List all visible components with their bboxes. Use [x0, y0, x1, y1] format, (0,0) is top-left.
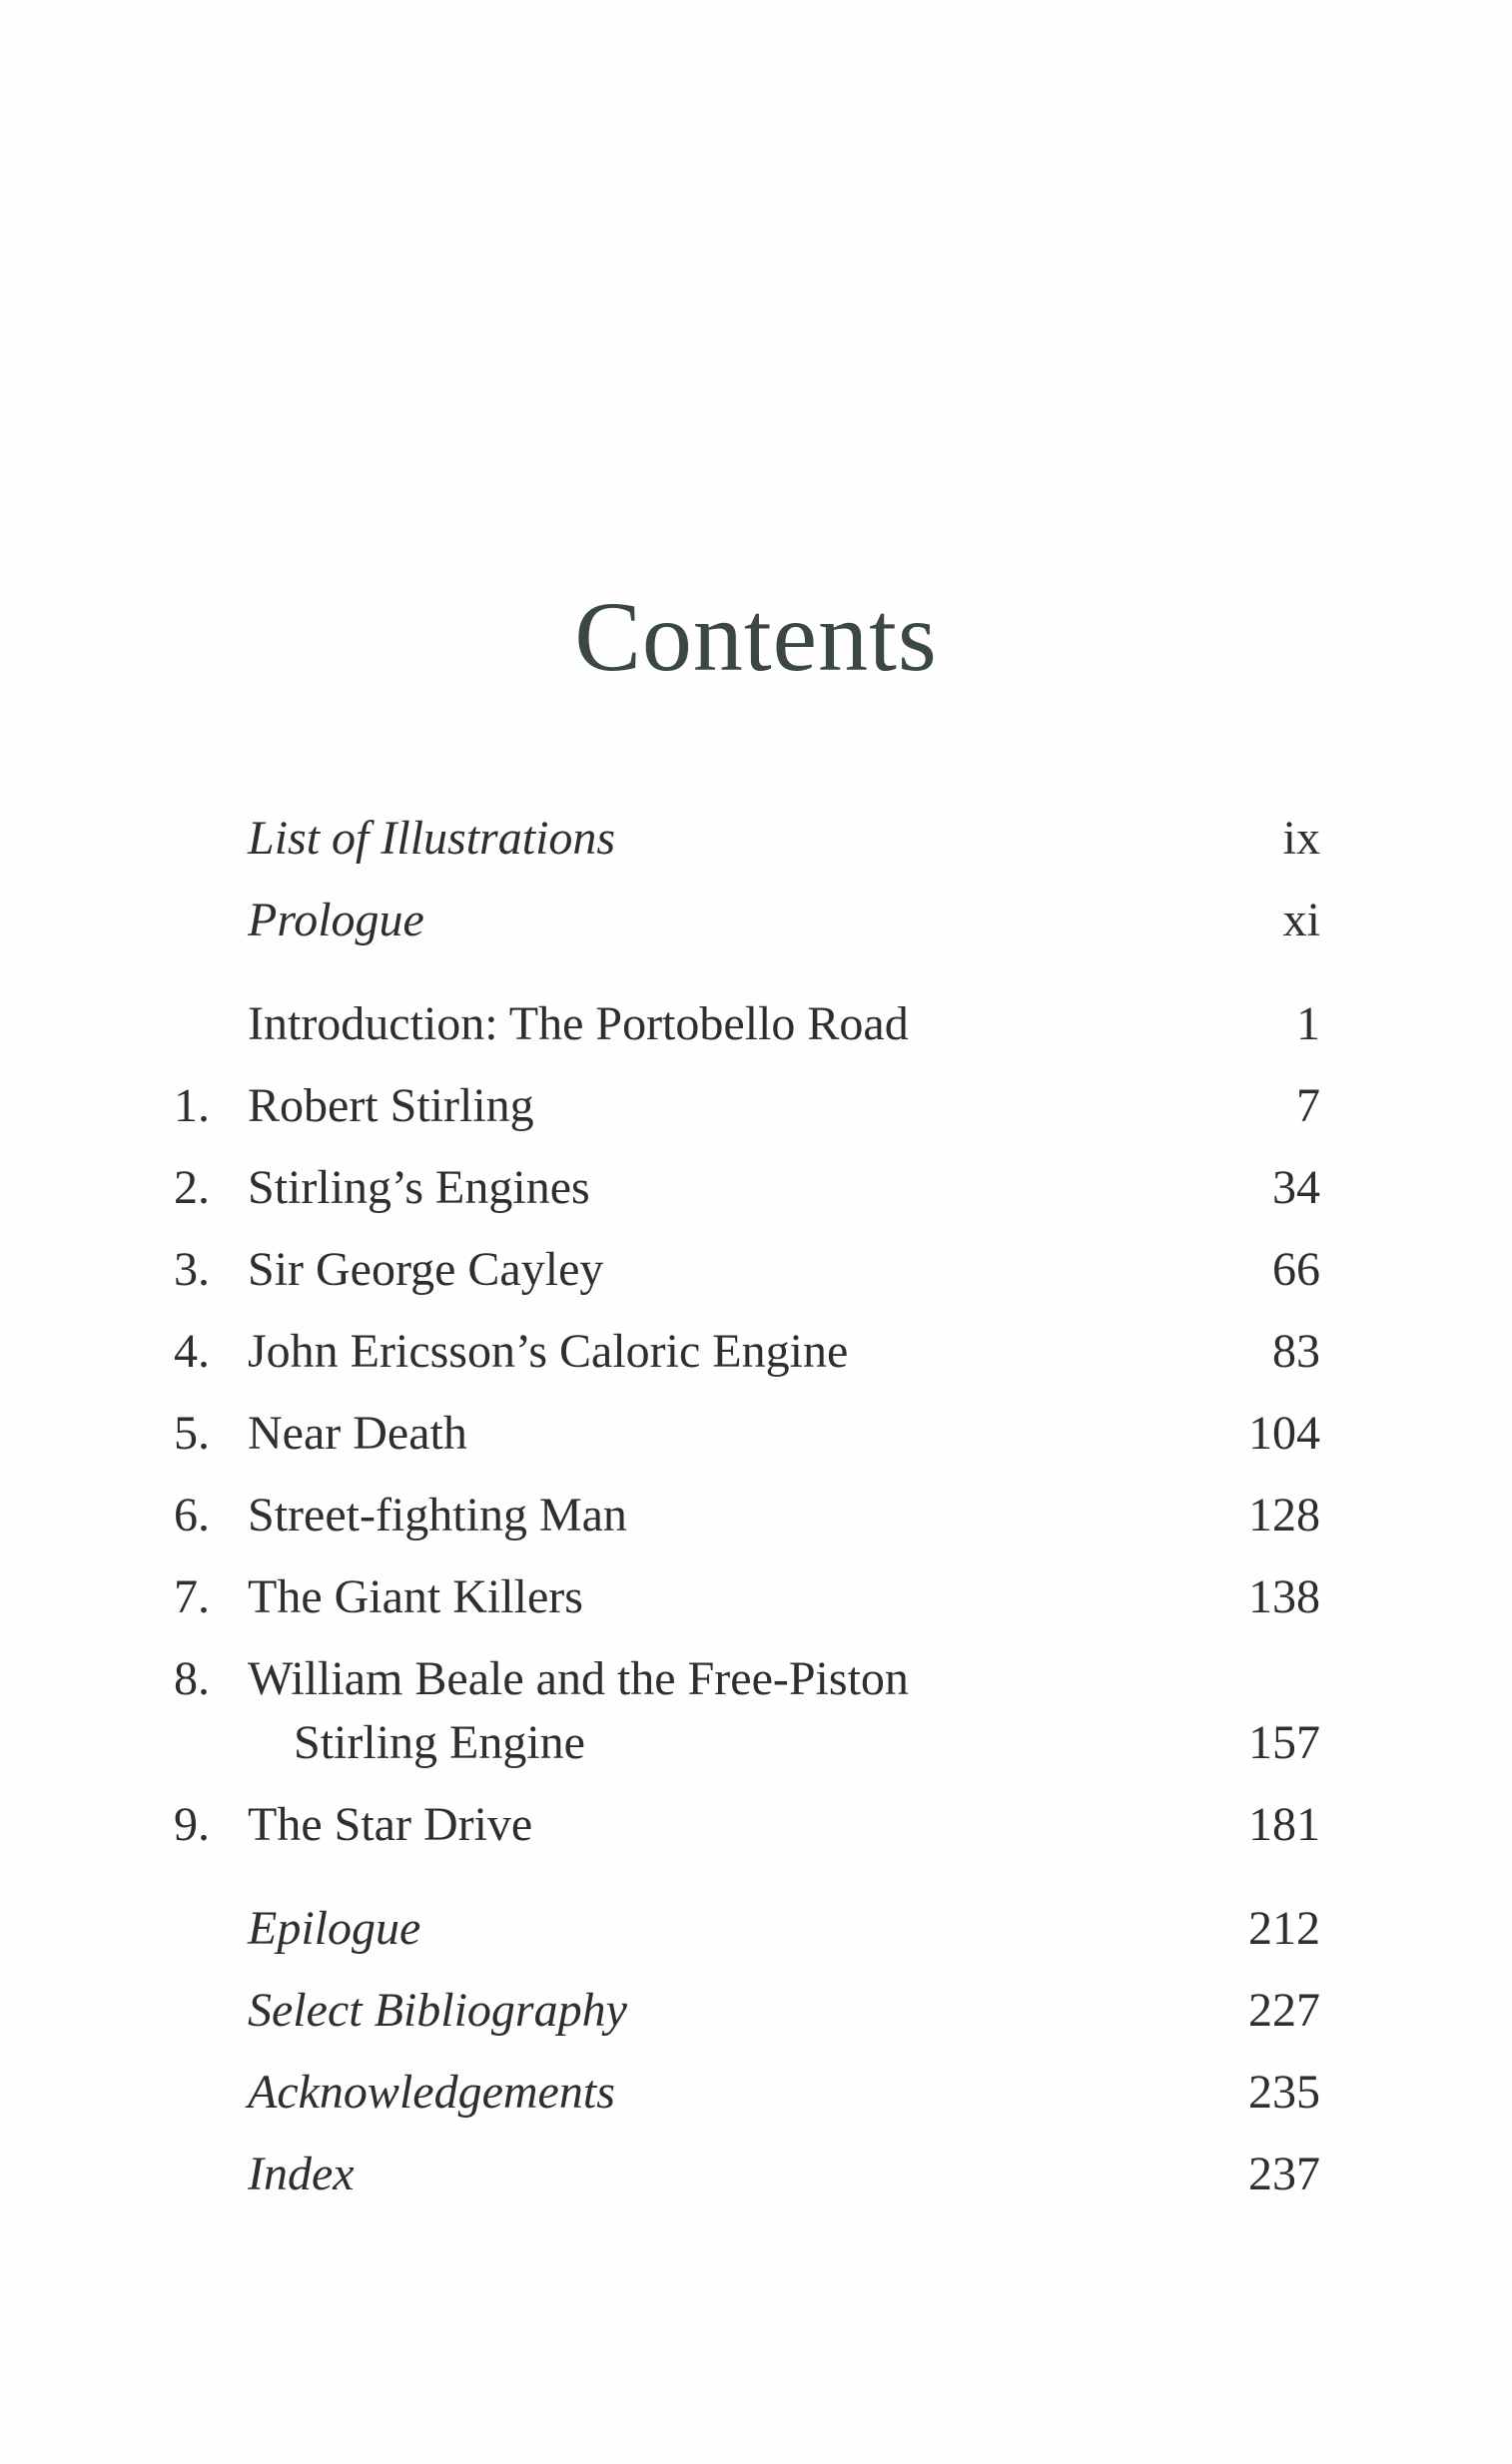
toc-entry [150, 1647, 1320, 1777]
toc-entry [150, 1484, 1320, 1547]
entry-title: Stirling’s Engines [248, 1161, 590, 1214]
page-number: 128 [1248, 1489, 1320, 1541]
page-number: 104 [1248, 1407, 1320, 1460]
toc-entry [150, 1979, 1320, 2043]
chapter-number: 7. [174, 1570, 210, 1623]
page-number: 181 [1248, 1798, 1320, 1851]
entry-title: Sir George Cayley [248, 1243, 604, 1296]
chapter-number: 1. [174, 1079, 210, 1132]
page-number: xi [1282, 894, 1320, 946]
entry-title: The Star Drive [248, 1798, 533, 1851]
toc-entry [150, 1793, 1320, 1857]
entry-title: Epilogue [248, 1902, 421, 1955]
entry-title: Street-fighting Man [248, 1489, 627, 1541]
chapter-number: 3. [174, 1243, 210, 1296]
page-number: 227 [1248, 1984, 1320, 2037]
page-number: ix [1282, 812, 1320, 865]
entry-title: List of Illustrations [248, 812, 616, 865]
toc-entry [150, 1238, 1320, 1302]
toc-entry [150, 2061, 1320, 2125]
page-number: 7 [1296, 1079, 1320, 1132]
toc-entry [150, 2143, 1320, 2206]
chapter-number: 2. [174, 1161, 210, 1214]
toc-entry [150, 1156, 1320, 1220]
chapter-number: 9. [174, 1798, 210, 1851]
entry-title: Prologue [248, 894, 424, 946]
entry-title: Index [248, 2148, 355, 2200]
page-number: 66 [1272, 1243, 1320, 1296]
page-title: Contents [574, 581, 938, 692]
entry-title: William Beale and the Free-Piston [248, 1652, 909, 1705]
page-number: 235 [1248, 2066, 1320, 2119]
toc-entry [150, 1074, 1320, 1138]
chapter-number: 4. [174, 1325, 210, 1378]
chapter-number: 5. [174, 1407, 210, 1460]
toc-entry [150, 1897, 1320, 1961]
entry-title: John Ericsson’s Caloric Engine [248, 1325, 849, 1378]
entry-title: Select Bibliography [248, 1984, 627, 2037]
page-number: 237 [1248, 2148, 1320, 2200]
toc-entry [150, 1320, 1320, 1384]
toc-entry [150, 889, 1320, 952]
page-number: 34 [1272, 1161, 1320, 1214]
entry-title: Robert Stirling [248, 1079, 534, 1132]
page-number: 1 [1296, 997, 1320, 1050]
page-number: 212 [1248, 1902, 1320, 1955]
chapter-number: 6. [174, 1489, 210, 1541]
toc-entry [150, 992, 1320, 1056]
toc-entry [150, 1402, 1320, 1466]
entry-title-continuation: Stirling Engine [294, 1716, 585, 1769]
toc-entry [150, 807, 1320, 871]
entry-title: Introduction: The Portobello Road [248, 997, 909, 1050]
entry-title: Near Death [248, 1407, 467, 1460]
page-number: 138 [1248, 1570, 1320, 1623]
page-number: 157 [1248, 1716, 1320, 1769]
entry-title: The Giant Killers [248, 1570, 583, 1623]
chapter-number: 8. [174, 1652, 210, 1705]
page-number: 83 [1272, 1325, 1320, 1378]
entry-title: Acknowledgements [248, 2066, 615, 2119]
toc-entry [150, 1565, 1320, 1629]
